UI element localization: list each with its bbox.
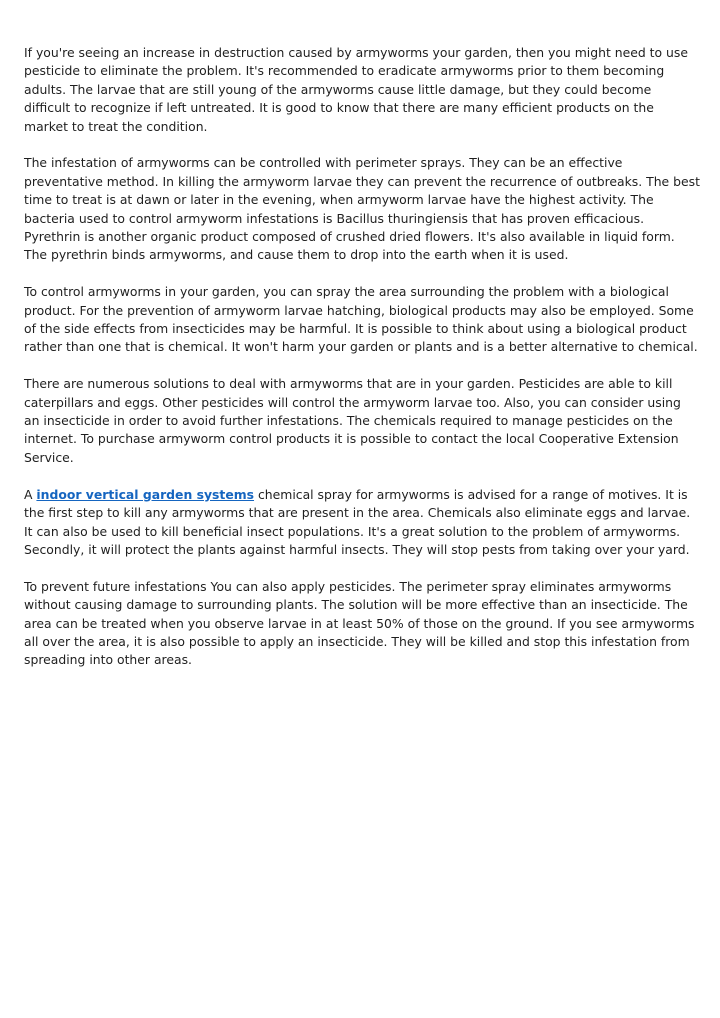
paragraph-1: If you're seeing an increase in destruction caused by armyworms your garden, then you might need to use pesticide to eliminate the problem. It's recommended to eradicate armyworms prior to them becoming adults. The larvae that are still young of the armyworms cause little damage, but they could become difficult to recognize if left untreated. It is good to know that there are many efficient products on the market to treat the condition. bbox=[24, 45, 688, 134]
paragraph-5 bbox=[24, 486, 700, 560]
paragraph-5-rest: chemical spray for armyworms is advised for a range of motives. It is the first step to kill any armyworms that are present in the area. Chemicals also eliminate eggs and larvae. It can also be used to kill beneficial insect populations. It's a great solution to the problem of armyworms. Secondly, it will protect the plants against harmful insects. They will stop pests from taking over your yard. bbox=[24, 486, 691, 557]
paragraph-3: To control armyworms in your garden, you can spray the area surrounding the problem with a biological product. For the prevention of armyworm larvae hatching, biological products may also be employed. Some of the side effects from insecticides may be harmful. It is possible to think about using a biological product rather than one that is chemical. It won't harm your garden or plants and is a better alternative to chemical. bbox=[24, 284, 698, 355]
paragraph-5-lead: A bbox=[24, 486, 37, 502]
paragraph-6: To prevent future infestations You can also apply pesticides. The perimeter spray eliminates armyworms without causing damage to surrounding plants. The solution will be more effective than an insecticide. The area can be treated when you observe larvae in at least 50% of those on the ground. If you see armyworms all over the area, it is also possible to apply an insecticide. They will be killed and stop this infestation from spreading into other areas. bbox=[24, 578, 695, 668]
paragraph-4: There are numerous solutions to deal with armyworms that are in your garden. Pesticides are able to kill caterpillars and eggs. Other pesticides will control the armyworm larvae too. Also, you can consider using an insecticide in order to avoid further infestations. The chemicals required to manage pesticides on the internet. To purchase armyworm control products it is possible to contact the local Cooperative Extension Service. bbox=[24, 376, 681, 465]
paragraph-2: The infestation of armyworms can be controlled with perimeter sprays. They can be an effective preventative method. In killing the armyworm larvae they can prevent the recurrence of outbreaks. The best time to treat is at dawn or later in the evening, when armyworm larvae have the highest activity. The bacteria used to control armyworm infestations is Bacillus thuringiensis that has proven efficacious. Pyrethrin is another organic product composed of crushed dried flowers. It's also available in liquid form. The pyrethrin binds armyworms, and cause them to drop into the earth when it is used. bbox=[24, 155, 700, 263]
indoor-vertical-garden-link[interactable]: indoor vertical garden systems bbox=[36, 486, 255, 502]
article-body bbox=[24, 44, 700, 688]
